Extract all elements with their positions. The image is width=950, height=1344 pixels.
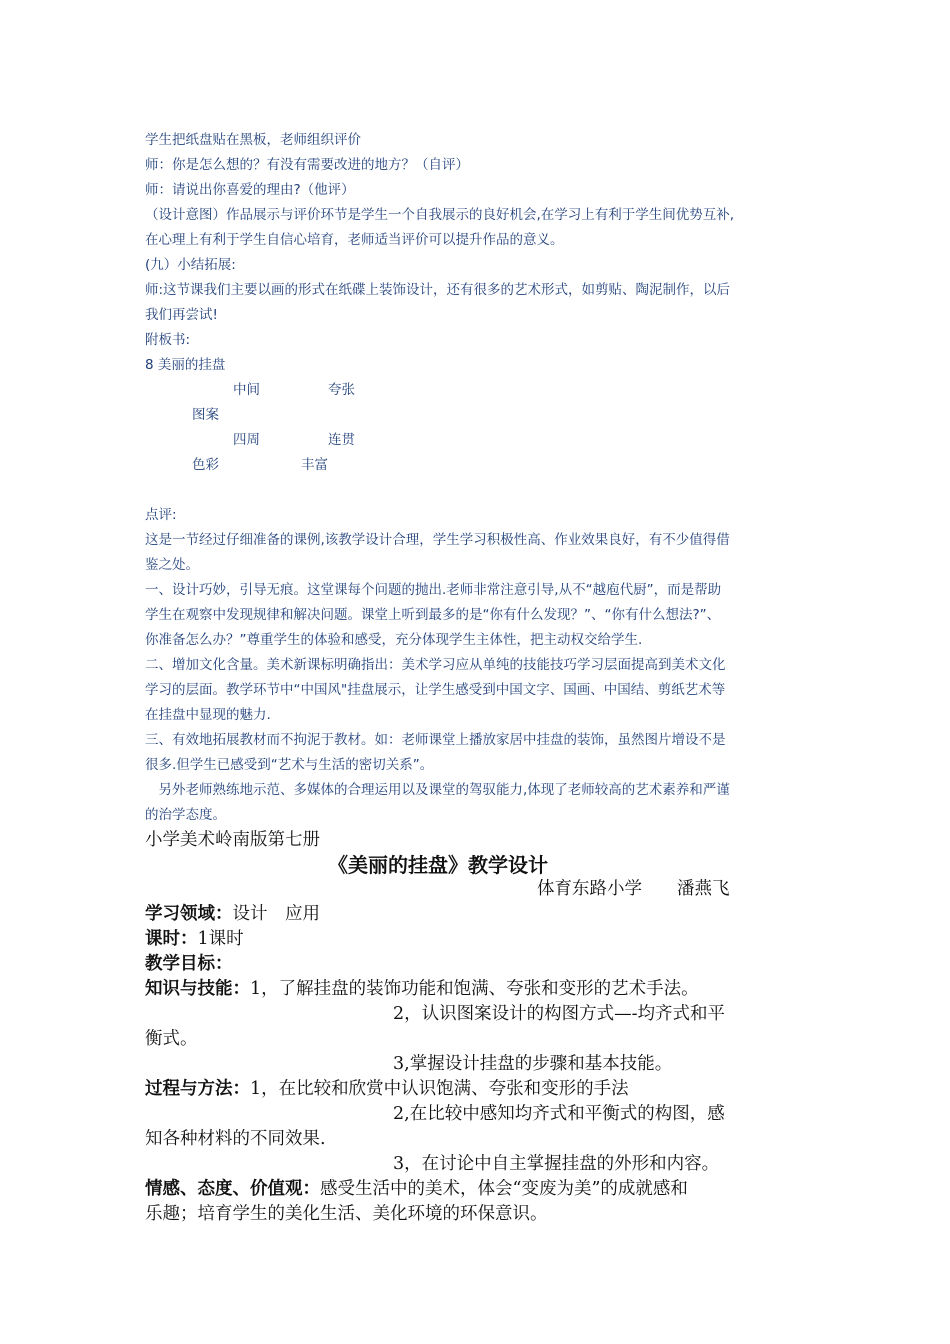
comment-line: 二、增加文化含量。美术新课标明确指出：美术学习应从单纯的技能技巧学习层面提高到美术文化 <box>145 657 726 673</box>
board-item: 四周 <box>233 432 260 448</box>
section-heading: (九）小结拓展: <box>145 257 236 273</box>
ks-item-3: 3,掌握设计挂盘的步骤和基本技能。 <box>393 1054 673 1074</box>
hours-value: 1课时 <box>197 929 244 949</box>
comment-line: 在挂盘中显现的魅力. <box>145 707 271 723</box>
ks-item-2-cont: 衡式。 <box>145 1029 198 1049</box>
doc-title: 《美丽的挂盘》教学设计 <box>328 853 548 877</box>
text-line: （设计意图）作品展示与评价环节是学生一个自我展示的良好机会,在学习上有利于学生间优势互补, <box>145 207 735 223</box>
av-row: 情感、态度、价值观：感受生活中的美术，体会“变废为美”的成就感和 <box>145 1179 688 1199</box>
ks-label: 知识与技能 <box>145 979 233 999</box>
pm-label: 过程与方法 <box>145 1079 233 1099</box>
comment-line: 你准备怎么办？”尊重学生的体验和感受，充分体现学生主体性，把主动权交给学生. <box>145 632 643 648</box>
goals-row: 教学目标： <box>145 954 233 974</box>
board-item: 丰富 <box>301 457 328 473</box>
text-line: 附板书: <box>145 332 191 348</box>
field-value: 设计 应用 <box>232 904 320 924</box>
av-text: 感受生活中的美术，体会“变废为美”的成就感和 <box>320 1179 688 1199</box>
board-title: 8 美丽的挂盘 <box>145 357 226 373</box>
comment-line: 学习的层面。教学环节中“中国风"挂盘展示，让学生感受到中国文字、国画、中国结、剪纸艺术等 <box>145 682 726 698</box>
comment-line: 这是一节经过仔细准备的课例,该教学设计合理，学生学习积极性高、作业效果良好，有不少值得借 <box>145 532 730 548</box>
pm-item-3: 3，在讨论中自主掌握挂盘的外形和内容。 <box>393 1154 720 1174</box>
board-item: 中间 <box>233 382 260 398</box>
comment-line: 鉴之处。 <box>145 557 199 573</box>
text-line: 师:这节课我们主要以画的形式在纸碟上装饰设计，还有很多的艺术形式，如剪贴、陶泥制作，以后 <box>145 282 731 298</box>
text-line: 师：请说出你喜爱的理由?（他评） <box>145 182 355 198</box>
comment-line: 另外老师熟练地示范、多媒体的合理运用以及课堂的驾驭能力,体现了老师较高的艺术素养和严谨 <box>145 782 730 798</box>
text-line: 我们再尝试! <box>145 307 218 323</box>
hours-label: 课时 <box>145 929 180 949</box>
pm-item-2-cont: 知各种材料的不同效果. <box>145 1129 326 1149</box>
comment-line: 三、有效地拓展教材而不拘泥于教材。如：老师课堂上播放家居中挂盘的装饰，虽然图片增设不是 <box>145 732 726 748</box>
field-row: 学习领域：设计 应用 <box>145 904 320 924</box>
doc-subtitle: 小学美术岭南版第七册 <box>145 830 320 850</box>
comment-line: 的治学态度。 <box>145 807 226 823</box>
ks-item-2: 2，认识图案设计的构图方式—-均齐式和平 <box>393 1004 726 1024</box>
goals-label: 教学目标 <box>145 954 215 974</box>
comment-line: 一、设计巧妙，引导无痕。这堂课每个问题的抛出.老师非常注意引导,从不“越庖代厨”，而是帮助 <box>145 582 722 598</box>
ks-item-1: 1，了解挂盘的装饰功能和饱满、夸张和变形的艺术手法。 <box>250 979 699 999</box>
comment-line: 学生在观察中发现规律和解决问题。课堂上听到最多的是“你有什么发现？”、“你有什么想法?”、 <box>145 607 721 623</box>
hours-row: 课时：1课时 <box>145 929 244 949</box>
pm-item-2: 2,在比较中感知均齐式和平衡式的构图，感 <box>393 1104 725 1124</box>
av-text-cont: 乐趣；培育学生的美化生活、美化环境的环保意识。 <box>145 1204 548 1224</box>
pm-item-1: 1，在比较和欣赏中认识饱满、夸张和变形的手法 <box>250 1079 629 1099</box>
text-line: 在心理上有利于学生自信心培育，老师适当评价可以提升作品的意义。 <box>145 232 564 248</box>
comment-line: 很多.但学生已感受到“艺术与生活的密切关系”。 <box>145 757 434 773</box>
doc-author: 体育东路小学 潘燕飞 <box>537 879 730 899</box>
board-item: 夸张 <box>328 382 355 398</box>
field-label: 学习领域 <box>145 904 215 924</box>
pm-row: 过程与方法：1，在比较和欣赏中认识饱满、夸张和变形的手法 <box>145 1079 629 1099</box>
ks-row: 知识与技能：1，了解挂盘的装饰功能和饱满、夸张和变形的艺术手法。 <box>145 979 699 999</box>
board-item: 色彩 <box>192 457 219 473</box>
text-line: 师：你是怎么想的？有没有需要改进的地方？（自评） <box>145 157 469 173</box>
board-item: 连贯 <box>328 432 355 448</box>
text-line: 学生把纸盘贴在黑板，老师组织评价 <box>145 132 361 148</box>
av-label: 情感、态度、价值观 <box>145 1179 303 1199</box>
board-item: 图案 <box>192 407 219 423</box>
comment-heading: 点评: <box>145 507 177 523</box>
